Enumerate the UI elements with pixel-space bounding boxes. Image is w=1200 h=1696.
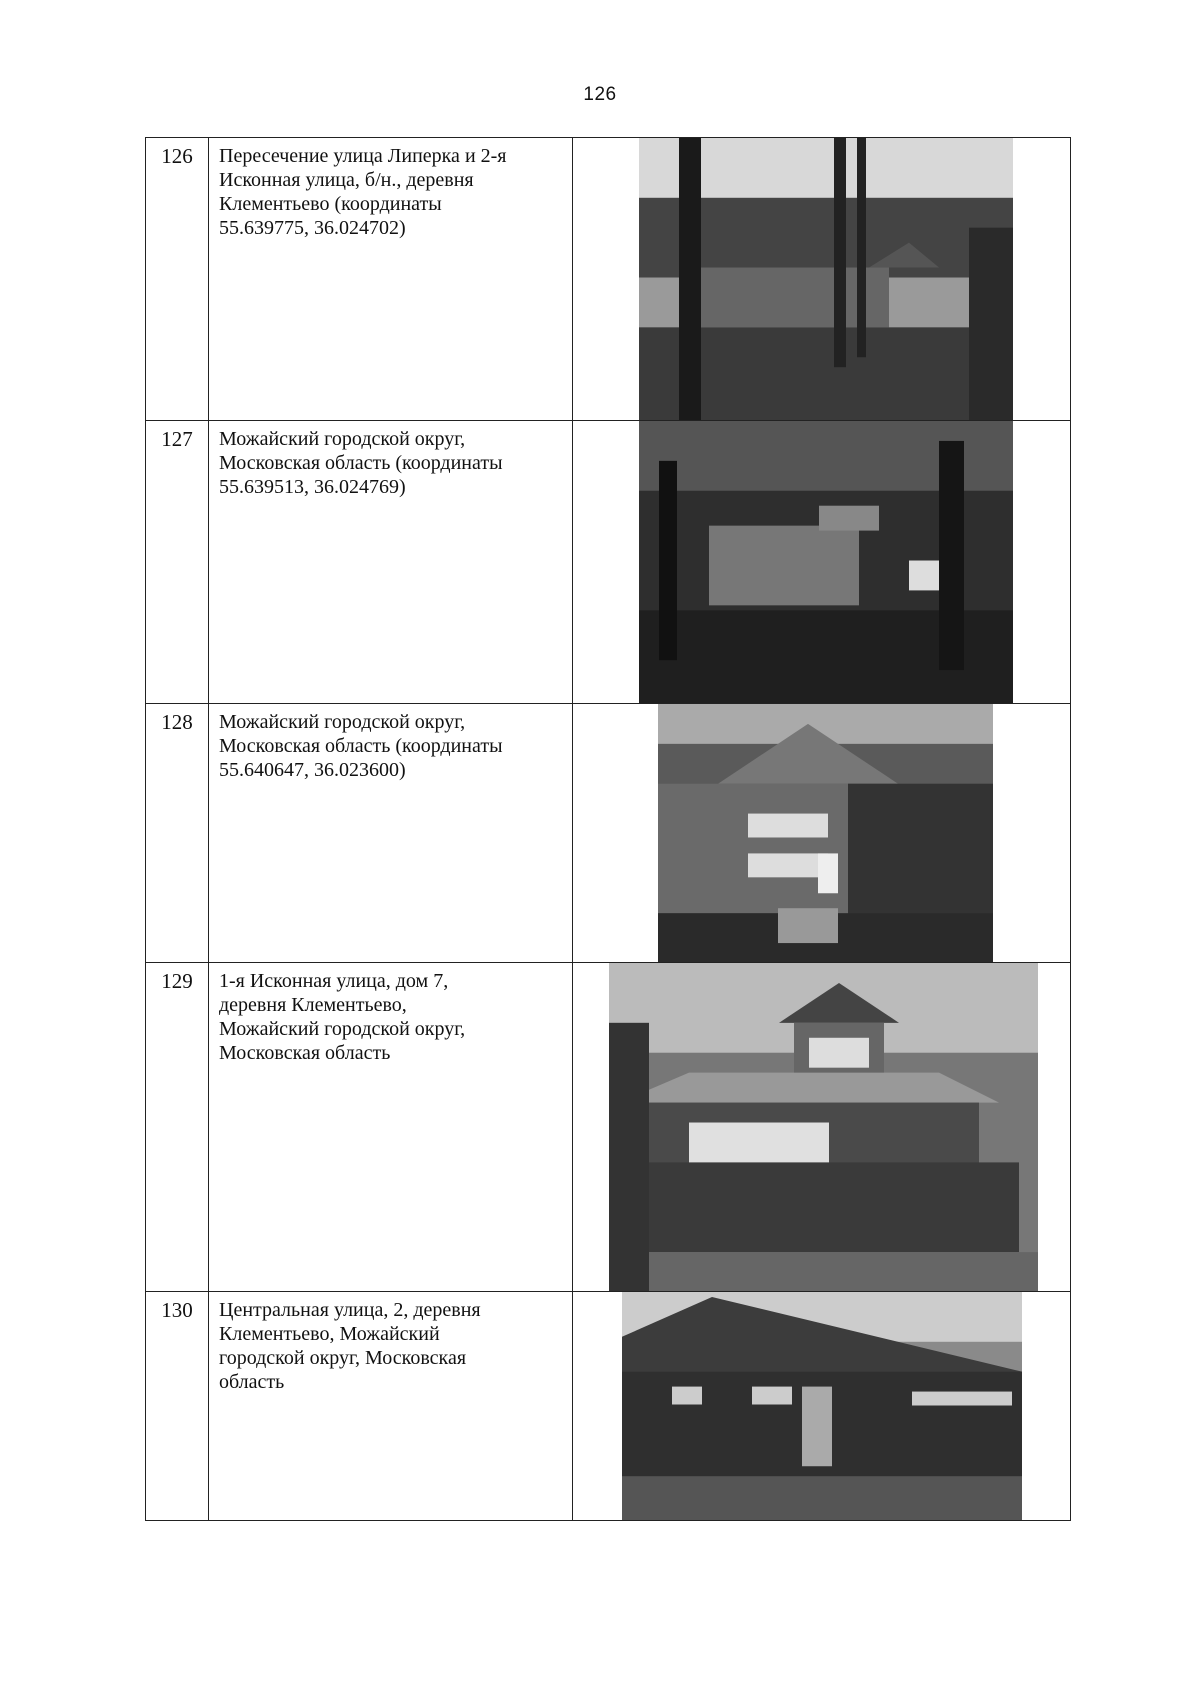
address-text: Пересечение улица Липерка и 2-я Исконная улица, б/н., деревня Клементьево (координаты 55.639775, 36.024702) (219, 145, 507, 239)
address-cell (209, 421, 573, 704)
address-cell (209, 704, 573, 963)
address-text: Можайский городской округ, Московская область (координаты 55.639513, 36.024769) (219, 428, 503, 498)
row-number-cell (146, 138, 209, 421)
row-number: 128 (161, 710, 193, 734)
row-number-cell (146, 1292, 209, 1521)
objects-table (145, 137, 1071, 1521)
photo-cell (573, 1292, 1071, 1521)
photo-cell (573, 138, 1071, 421)
row-number: 126 (161, 144, 193, 168)
page-number: 126 (583, 84, 617, 105)
building-photo (639, 138, 1013, 420)
address-cell (209, 963, 573, 1292)
building-photo (658, 704, 993, 962)
row-number: 129 (161, 969, 193, 993)
photo-cell (573, 704, 1071, 963)
address-cell (209, 138, 573, 421)
table-row (146, 704, 1071, 963)
address-text: Центральная улица, 2, деревня Клементьево, Можайский городской округ, Московская область (219, 1299, 481, 1393)
building-photo (639, 421, 1013, 703)
table-row (146, 138, 1071, 421)
building-photo (622, 1292, 1022, 1520)
address-text: Можайский городской округ, Московская область (координаты 55.640647, 36.023600) (219, 711, 503, 781)
table-row (146, 963, 1071, 1292)
address-text: 1-я Исконная улица, дом 7, деревня Клементьево, Можайский городской округ, Московская область (219, 970, 466, 1064)
photo-cell (573, 963, 1071, 1292)
table-row (146, 1292, 1071, 1521)
row-number: 127 (161, 427, 193, 451)
table-row (146, 421, 1071, 704)
photo-cell (573, 421, 1071, 704)
row-number-cell (146, 421, 209, 704)
row-number-cell (146, 963, 209, 1292)
address-cell (209, 1292, 573, 1521)
row-number-cell (146, 704, 209, 963)
building-photo (609, 963, 1038, 1291)
row-number: 130 (161, 1298, 193, 1322)
